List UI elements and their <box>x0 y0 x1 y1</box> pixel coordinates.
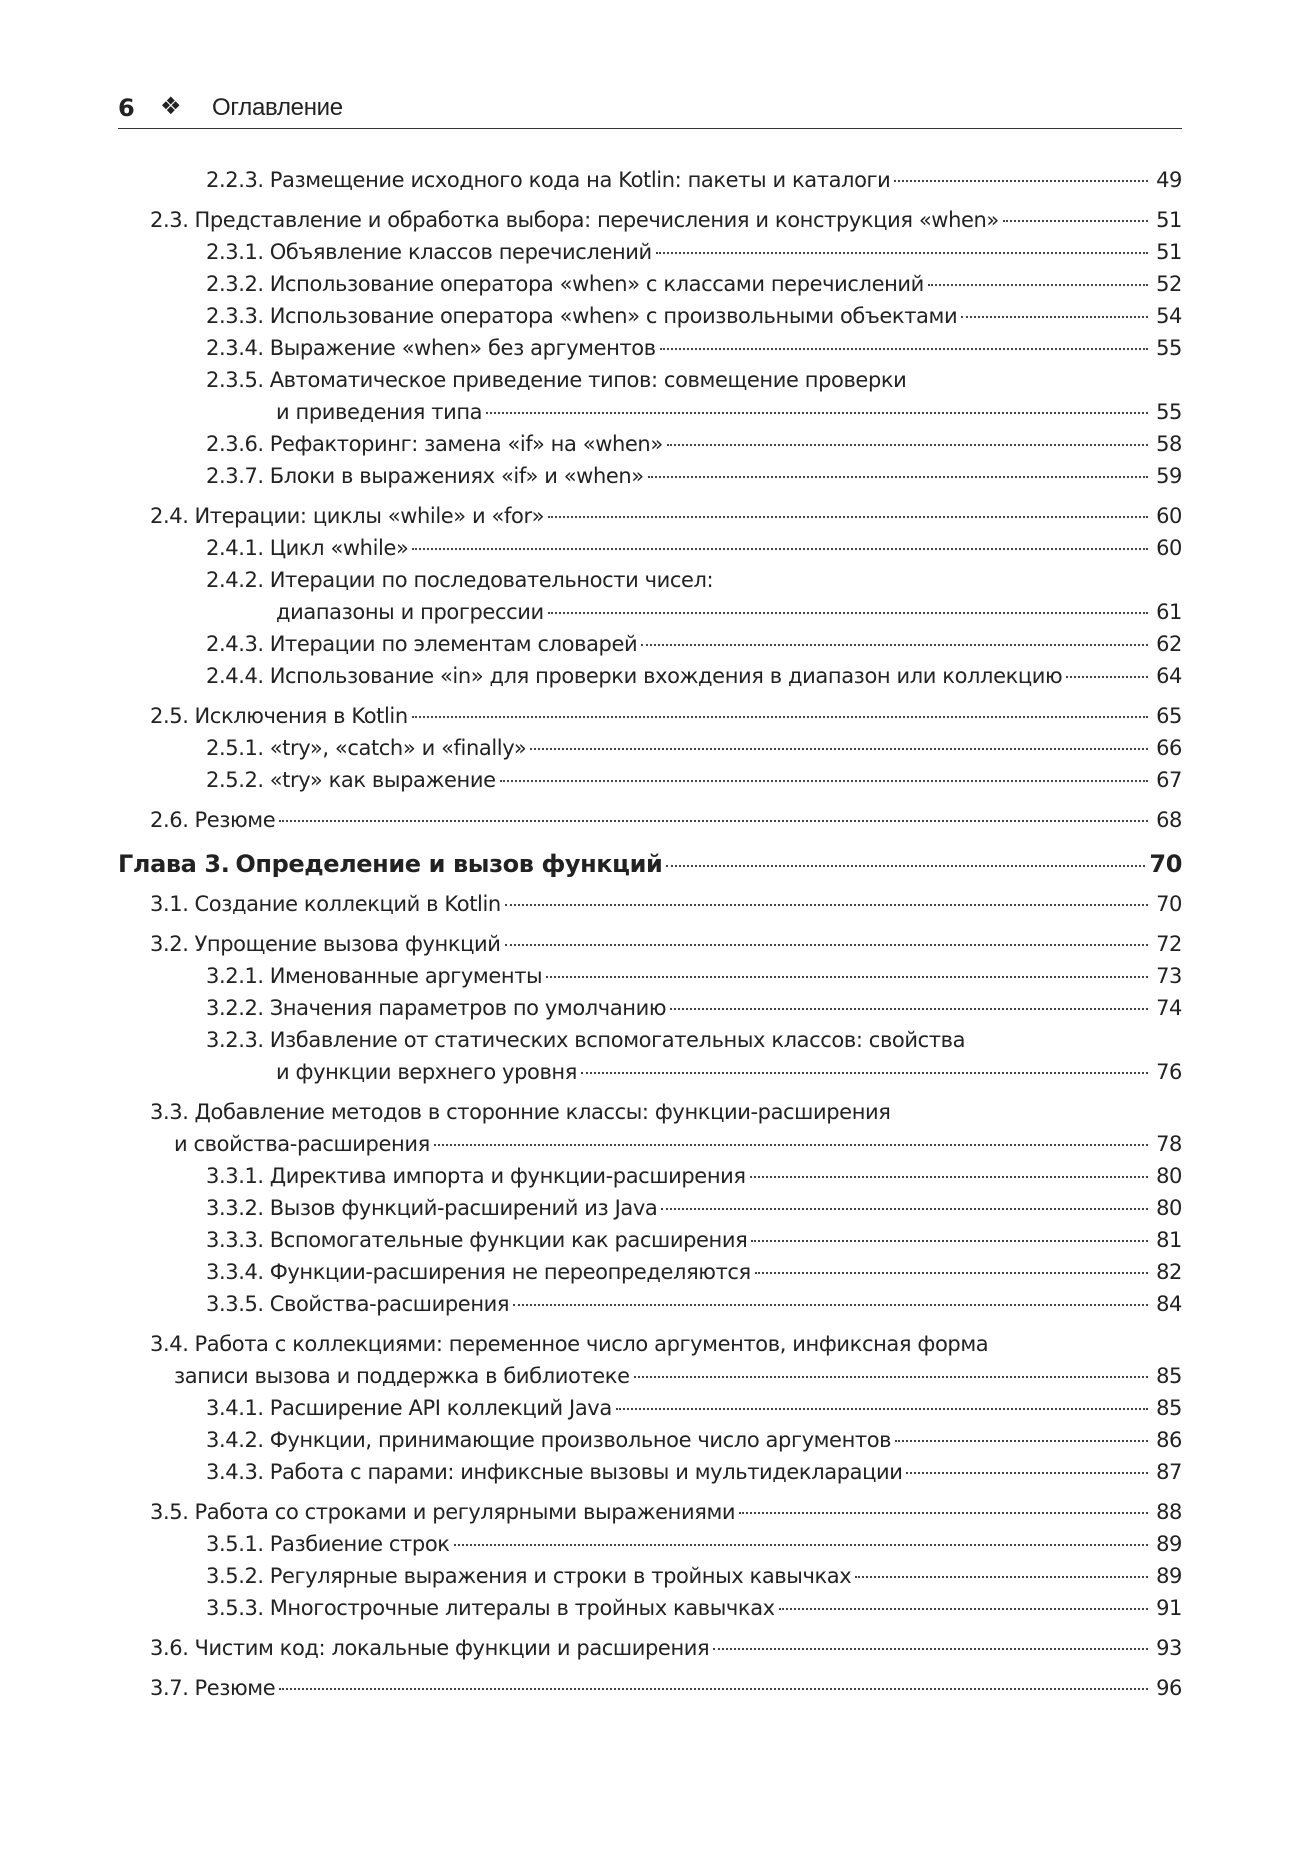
toc-entry-title: Рефакторинг: замена «if» на «when» <box>269 432 663 456</box>
ornament-icon: ❖ <box>160 92 182 120</box>
toc-entry-title: Вспомогательные функции как расширения <box>269 1228 748 1252</box>
dot-leader <box>755 1272 1148 1274</box>
toc-entry[interactable] <box>118 564 1182 628</box>
toc-page-number: 76 <box>1156 1060 1182 1084</box>
toc-entry-title: Многострочные литералы в тройных кавычках <box>269 1596 775 1620</box>
toc-entry[interactable] <box>118 1528 1182 1560</box>
toc-entry-title: Цикл «while» <box>269 536 409 560</box>
toc-page-number: 66 <box>1156 736 1182 760</box>
toc-entry-title: Использование оператора «when» с произвольными объектами <box>269 304 958 328</box>
toc-entry-title: Свойства-расширения <box>269 1292 510 1316</box>
toc-entry[interactable] <box>118 700 1182 732</box>
dot-leader <box>500 780 1148 782</box>
toc-entry[interactable] <box>118 332 1182 364</box>
toc-entry[interactable] <box>118 1592 1182 1624</box>
toc-page-number: 91 <box>1156 1596 1182 1620</box>
toc-entry[interactable] <box>118 628 1182 660</box>
toc-entry[interactable] <box>118 428 1182 460</box>
toc-entry-title: Автоматическое приведение типов: совмещение проверки <box>269 368 907 392</box>
toc-entry-title: Чистим код: локальные функции и расширения <box>194 1636 710 1660</box>
toc-entry-number: 3.1. <box>150 892 189 916</box>
toc-entry[interactable] <box>118 236 1182 268</box>
dot-leader <box>666 865 1145 867</box>
toc-entry-title: Разбиение строк <box>269 1532 450 1556</box>
toc-entry-number: 3.6. <box>150 1636 189 1660</box>
toc-page-number: 55 <box>1156 336 1182 360</box>
table-of-contents <box>118 164 1182 1704</box>
toc-entry-title: Работа с коллекциями: переменное число аргументов, инфиксная форма <box>194 1332 989 1356</box>
dot-leader <box>412 716 1148 718</box>
toc-entry-number: 2.4.1. <box>206 536 264 560</box>
toc-entry-number: 2.4. <box>150 504 189 528</box>
toc-entry-title: Вызов функций-расширений из Java <box>269 1196 658 1220</box>
toc-page-number: 64 <box>1156 664 1182 688</box>
toc-entry-number: 3.4.2. <box>206 1428 264 1452</box>
toc-page-number: 86 <box>1156 1428 1182 1452</box>
toc-entry-number: 3.5.3. <box>206 1596 264 1620</box>
toc-entry[interactable] <box>118 1424 1182 1456</box>
toc-page-number: 87 <box>1156 1460 1182 1484</box>
dot-leader <box>505 944 1148 946</box>
dot-leader <box>739 1512 1148 1514</box>
dot-leader <box>641 644 1148 646</box>
dot-leader <box>855 1576 1148 1578</box>
toc-entry-number: 3.4.1. <box>206 1396 264 1420</box>
toc-entry[interactable] <box>118 660 1182 692</box>
toc-entry-number: 3.3.1. <box>206 1164 264 1188</box>
toc-entry-title: Именованные аргументы <box>269 964 543 988</box>
toc-entry-title: Блоки в выражениях «if» и «when» <box>269 464 644 488</box>
dot-leader <box>548 612 1148 614</box>
toc-entry-number: 2.5.1. <box>206 736 264 760</box>
toc-page-number: 96 <box>1156 1676 1182 1700</box>
toc-page-number: 49 <box>1156 168 1182 192</box>
toc-entry-number: 2.4.2. <box>206 568 264 592</box>
toc-entry-title: Директива импорта и функции-расширения <box>269 1164 746 1188</box>
toc-entry-title: Значения параметров по умолчанию <box>269 996 667 1020</box>
toc-entry-title: Определение и вызов функций <box>235 850 663 878</box>
toc-page-number: 55 <box>1156 400 1182 424</box>
toc-entry-number: 3.4.3. <box>206 1460 264 1484</box>
toc-entry-title: «try», «catch» и «finally» <box>269 736 527 760</box>
toc-entry-number: 3.5.1. <box>206 1532 264 1556</box>
toc-entry[interactable] <box>118 1456 1182 1488</box>
toc-entry-title: Расширение API коллекций Java <box>269 1396 612 1420</box>
toc-entry-title: Размещение исходного кода на Kotlin: пакеты и каталоги <box>269 168 891 192</box>
toc-entry-title-continued: диапазоны и прогрессии <box>276 600 544 624</box>
running-title: Оглавление <box>212 94 343 121</box>
toc-entry[interactable] <box>118 1672 1182 1704</box>
toc-entry-title: Резюме <box>194 808 276 832</box>
toc-page-number: 74 <box>1156 996 1182 1020</box>
toc-entry-number: 3.5.2. <box>206 1564 264 1588</box>
dot-leader <box>548 516 1148 518</box>
dot-leader <box>1066 676 1148 678</box>
toc-entry[interactable] <box>118 164 1182 196</box>
toc-page-number: 81 <box>1156 1228 1182 1252</box>
toc-page-number: 89 <box>1156 1564 1182 1588</box>
dot-leader <box>616 1408 1148 1410</box>
toc-page-number: 67 <box>1156 768 1182 792</box>
toc-entry[interactable] <box>118 1192 1182 1224</box>
toc-entry[interactable] <box>118 1560 1182 1592</box>
toc-page-number: 60 <box>1156 536 1182 560</box>
dot-leader <box>279 1688 1148 1690</box>
toc-entry-title: Работа со строками и регулярными выражениями <box>194 1500 736 1524</box>
toc-entry-title: Итерации по последовательности чисел: <box>269 568 714 592</box>
toc-entry-title: Объявление классов перечислений <box>269 240 652 264</box>
toc-entry-number: Глава 3. <box>118 850 230 878</box>
dot-leader <box>670 1008 1148 1010</box>
toc-page-number: 88 <box>1156 1500 1182 1524</box>
toc-entry-number: 3.3.2. <box>206 1196 264 1220</box>
dot-leader <box>751 1240 1148 1242</box>
toc-entry-title: Представление и обработка выбора: перечисления и конструкция «when» <box>194 208 999 232</box>
toc-page-number: 54 <box>1156 304 1182 328</box>
toc-entry-number: 2.3. <box>150 208 189 232</box>
toc-entry-number: 2.3.4. <box>206 336 264 360</box>
toc-entry[interactable] <box>118 888 1182 920</box>
toc-entry-number: 3.3. <box>150 1100 189 1124</box>
toc-entry-title-continued: записи вызова и поддержка в библиотеке <box>174 1364 630 1388</box>
toc-page-number: 84 <box>1156 1292 1182 1316</box>
toc-page-number: 72 <box>1156 932 1182 956</box>
toc-entry-number: 2.3.1. <box>206 240 264 264</box>
toc-entry-title: Использование оператора «when» с классами перечислений <box>269 272 924 296</box>
toc-entry-number: 3.7. <box>150 1676 189 1700</box>
toc-entry[interactable] <box>118 732 1182 764</box>
toc-entry-title: «try» как выражение <box>269 768 496 792</box>
toc-entry[interactable] <box>118 204 1182 236</box>
toc-page-number: 59 <box>1156 464 1182 488</box>
toc-page-number: 85 <box>1156 1364 1182 1388</box>
toc-page-number: 80 <box>1156 1196 1182 1220</box>
dot-leader <box>660 348 1148 350</box>
dot-leader <box>667 444 1148 446</box>
dot-leader <box>906 1472 1148 1474</box>
toc-page-number: 51 <box>1156 208 1182 232</box>
dot-leader <box>546 976 1148 978</box>
toc-entry-number: 2.3.5. <box>206 368 264 392</box>
toc-entry-title: Использование «in» для проверки вхождения в диапазон или коллекцию <box>269 664 1063 688</box>
dot-leader <box>961 316 1148 318</box>
toc-entry-title-continued: и функции верхнего уровня <box>276 1060 577 1084</box>
toc-entry-number: 3.2. <box>150 932 189 956</box>
dot-leader <box>1003 220 1148 222</box>
toc-entry-number: 3.3.5. <box>206 1292 264 1316</box>
toc-entry[interactable] <box>118 460 1182 492</box>
toc-entry[interactable] <box>118 268 1182 300</box>
toc-entry[interactable] <box>118 1096 1182 1160</box>
toc-entry[interactable] <box>118 1392 1182 1424</box>
dot-leader <box>412 548 1148 550</box>
toc-entry[interactable] <box>118 1632 1182 1664</box>
dot-leader <box>279 820 1148 822</box>
toc-page-number: 85 <box>1156 1396 1182 1420</box>
toc-entry[interactable] <box>118 364 1182 428</box>
dot-leader <box>581 1072 1148 1074</box>
dot-leader <box>656 252 1148 254</box>
toc-entry[interactable] <box>118 1224 1182 1256</box>
toc-entry[interactable] <box>118 1256 1182 1288</box>
toc-entry-number: 3.5. <box>150 1500 189 1524</box>
toc-page-number: 68 <box>1156 808 1182 832</box>
toc-page-number: 61 <box>1156 600 1182 624</box>
toc-entry[interactable] <box>118 960 1182 992</box>
toc-entry[interactable] <box>118 300 1182 332</box>
dot-leader <box>750 1176 1148 1178</box>
toc-page-number: 70 <box>1149 850 1182 878</box>
toc-entry-number: 2.3.3. <box>206 304 264 328</box>
toc-page-number: 80 <box>1156 1164 1182 1188</box>
dot-leader <box>928 284 1148 286</box>
toc-entry-title-continued: и приведения типа <box>276 400 483 424</box>
dot-leader <box>661 1208 1148 1210</box>
toc-entry-title: Создание коллекций в Kotlin <box>194 892 501 916</box>
page-number: 6 <box>118 94 135 122</box>
toc-page-number: 82 <box>1156 1260 1182 1284</box>
dot-leader <box>634 1376 1148 1378</box>
dot-leader <box>434 1144 1148 1146</box>
dot-leader <box>486 412 1148 414</box>
dot-leader <box>505 904 1148 906</box>
toc-page-number: 65 <box>1156 704 1182 728</box>
toc-entry[interactable] <box>118 500 1182 532</box>
toc-page-number: 89 <box>1156 1532 1182 1556</box>
dot-leader <box>894 180 1148 182</box>
toc-page-number: 52 <box>1156 272 1182 296</box>
toc-entry-title: Регулярные выражения и строки в тройных кавычках <box>269 1564 852 1588</box>
toc-entry-number: 2.4.3. <box>206 632 264 656</box>
toc-entry-number: 3.3.3. <box>206 1228 264 1252</box>
toc-entry-title: Работа с парами: инфиксные вызовы и мультидекларации <box>269 1460 903 1484</box>
toc-entry-title: Итерации: циклы «while» и «for» <box>194 504 545 528</box>
toc-page-number: 73 <box>1156 964 1182 988</box>
toc-entry-number: 2.4.4. <box>206 664 264 688</box>
dot-leader <box>530 748 1148 750</box>
toc-entry-number: 2.5.2. <box>206 768 264 792</box>
toc-page-number: 58 <box>1156 432 1182 456</box>
toc-entry-number: 2.5. <box>150 704 189 728</box>
toc-entry-number: 2.2.3. <box>206 168 264 192</box>
toc-entry[interactable] <box>118 1328 1182 1392</box>
toc-chapter[interactable] <box>118 846 1182 882</box>
toc-entry-title: Функции-расширения не переопределяются <box>269 1260 751 1284</box>
toc-entry-number: 3.2.3. <box>206 1028 264 1052</box>
toc-entry-number: 3.2.1. <box>206 964 264 988</box>
toc-entry-title: Резюме <box>194 1676 276 1700</box>
dot-leader <box>513 1304 1148 1306</box>
dot-leader <box>779 1608 1148 1610</box>
toc-entry-title-continued: и свойства-расширения <box>174 1132 430 1156</box>
toc-entry-title: Функции, принимающие произвольное число аргументов <box>269 1428 892 1452</box>
toc-entry[interactable] <box>118 1160 1182 1192</box>
toc-entry-number: 3.3.4. <box>206 1260 264 1284</box>
toc-entry[interactable] <box>118 928 1182 960</box>
toc-entry[interactable] <box>118 532 1182 564</box>
toc-entry-number: 2.3.7. <box>206 464 264 488</box>
toc-page-number: 60 <box>1156 504 1182 528</box>
toc-entry-title: Избавление от статических вспомогательных классов: свойства <box>269 1028 966 1052</box>
dot-leader <box>895 1440 1148 1442</box>
dot-leader <box>454 1544 1148 1546</box>
toc-entry-number: 3.4. <box>150 1332 189 1356</box>
toc-page-number: 70 <box>1156 892 1182 916</box>
running-header <box>118 90 1182 129</box>
toc-entry-title: Упрощение вызова функций <box>194 932 501 956</box>
toc-entry-title: Выражение «when» без аргументов <box>269 336 656 360</box>
toc-entry[interactable] <box>118 1024 1182 1088</box>
toc-entry-number: 2.6. <box>150 808 189 832</box>
toc-entry-number: 2.3.2. <box>206 272 264 296</box>
dot-leader <box>648 476 1148 478</box>
toc-entry-title: Итерации по элементам словарей <box>269 632 638 656</box>
toc-entry-title: Исключения в Kotlin <box>194 704 408 728</box>
toc-entry[interactable] <box>118 1496 1182 1528</box>
toc-page-number: 51 <box>1156 240 1182 264</box>
toc-page-number: 62 <box>1156 632 1182 656</box>
toc-entry[interactable] <box>118 992 1182 1024</box>
dot-leader <box>713 1648 1148 1650</box>
toc-entry[interactable] <box>118 804 1182 836</box>
toc-page-number: 78 <box>1156 1132 1182 1156</box>
toc-page-number: 93 <box>1156 1636 1182 1660</box>
toc-entry-number: 2.3.6. <box>206 432 264 456</box>
toc-entry[interactable] <box>118 1288 1182 1320</box>
toc-entry-number: 3.2.2. <box>206 996 264 1020</box>
toc-entry-title: Добавление методов в сторонние классы: функции-расширения <box>194 1100 891 1124</box>
toc-entry[interactable] <box>118 764 1182 796</box>
